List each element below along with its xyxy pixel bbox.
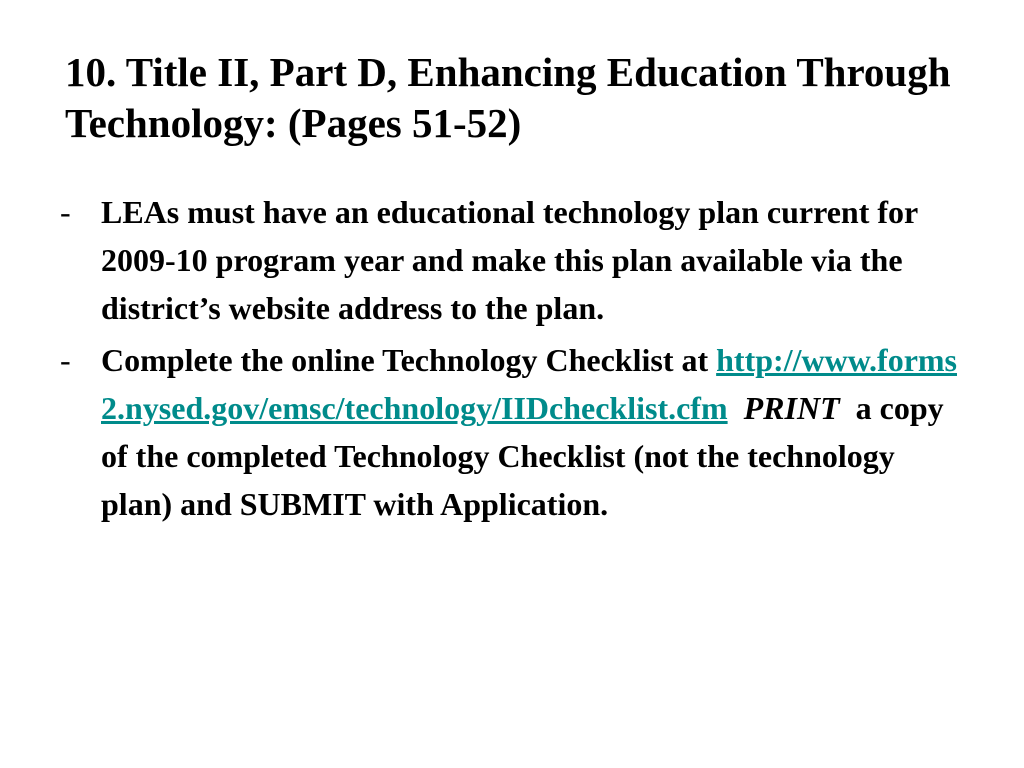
slide-title: 10. Title II, Part D, Enhancing Education Through Technology: (Pages 51-52): [65, 49, 951, 146]
bullet-item-checklist: [60, 336, 965, 528]
print-emphasis: PRINT: [743, 390, 840, 426]
checklist-link[interactable]: http://www.forms2.nysed.gov/emsc/technology/IIDchecklist.cfm: [101, 342, 957, 426]
bullet-tail-text: a copy of the completed Technology Checklist (not the technology plan) and SUBMIT with Application.: [101, 390, 944, 522]
bullet-item-lea-plan: [60, 188, 965, 332]
bullet-marker: -: [60, 194, 71, 230]
bullet-text: LEAs must have an educational technology plan current for 2009-10 program year and make this plan available via the district’s website address to the plan.: [101, 194, 918, 326]
bullet-lead-text: Complete the online Technology Checklist at: [101, 342, 709, 378]
bullet-marker: -: [60, 342, 71, 378]
bullet-list: [60, 188, 965, 532]
